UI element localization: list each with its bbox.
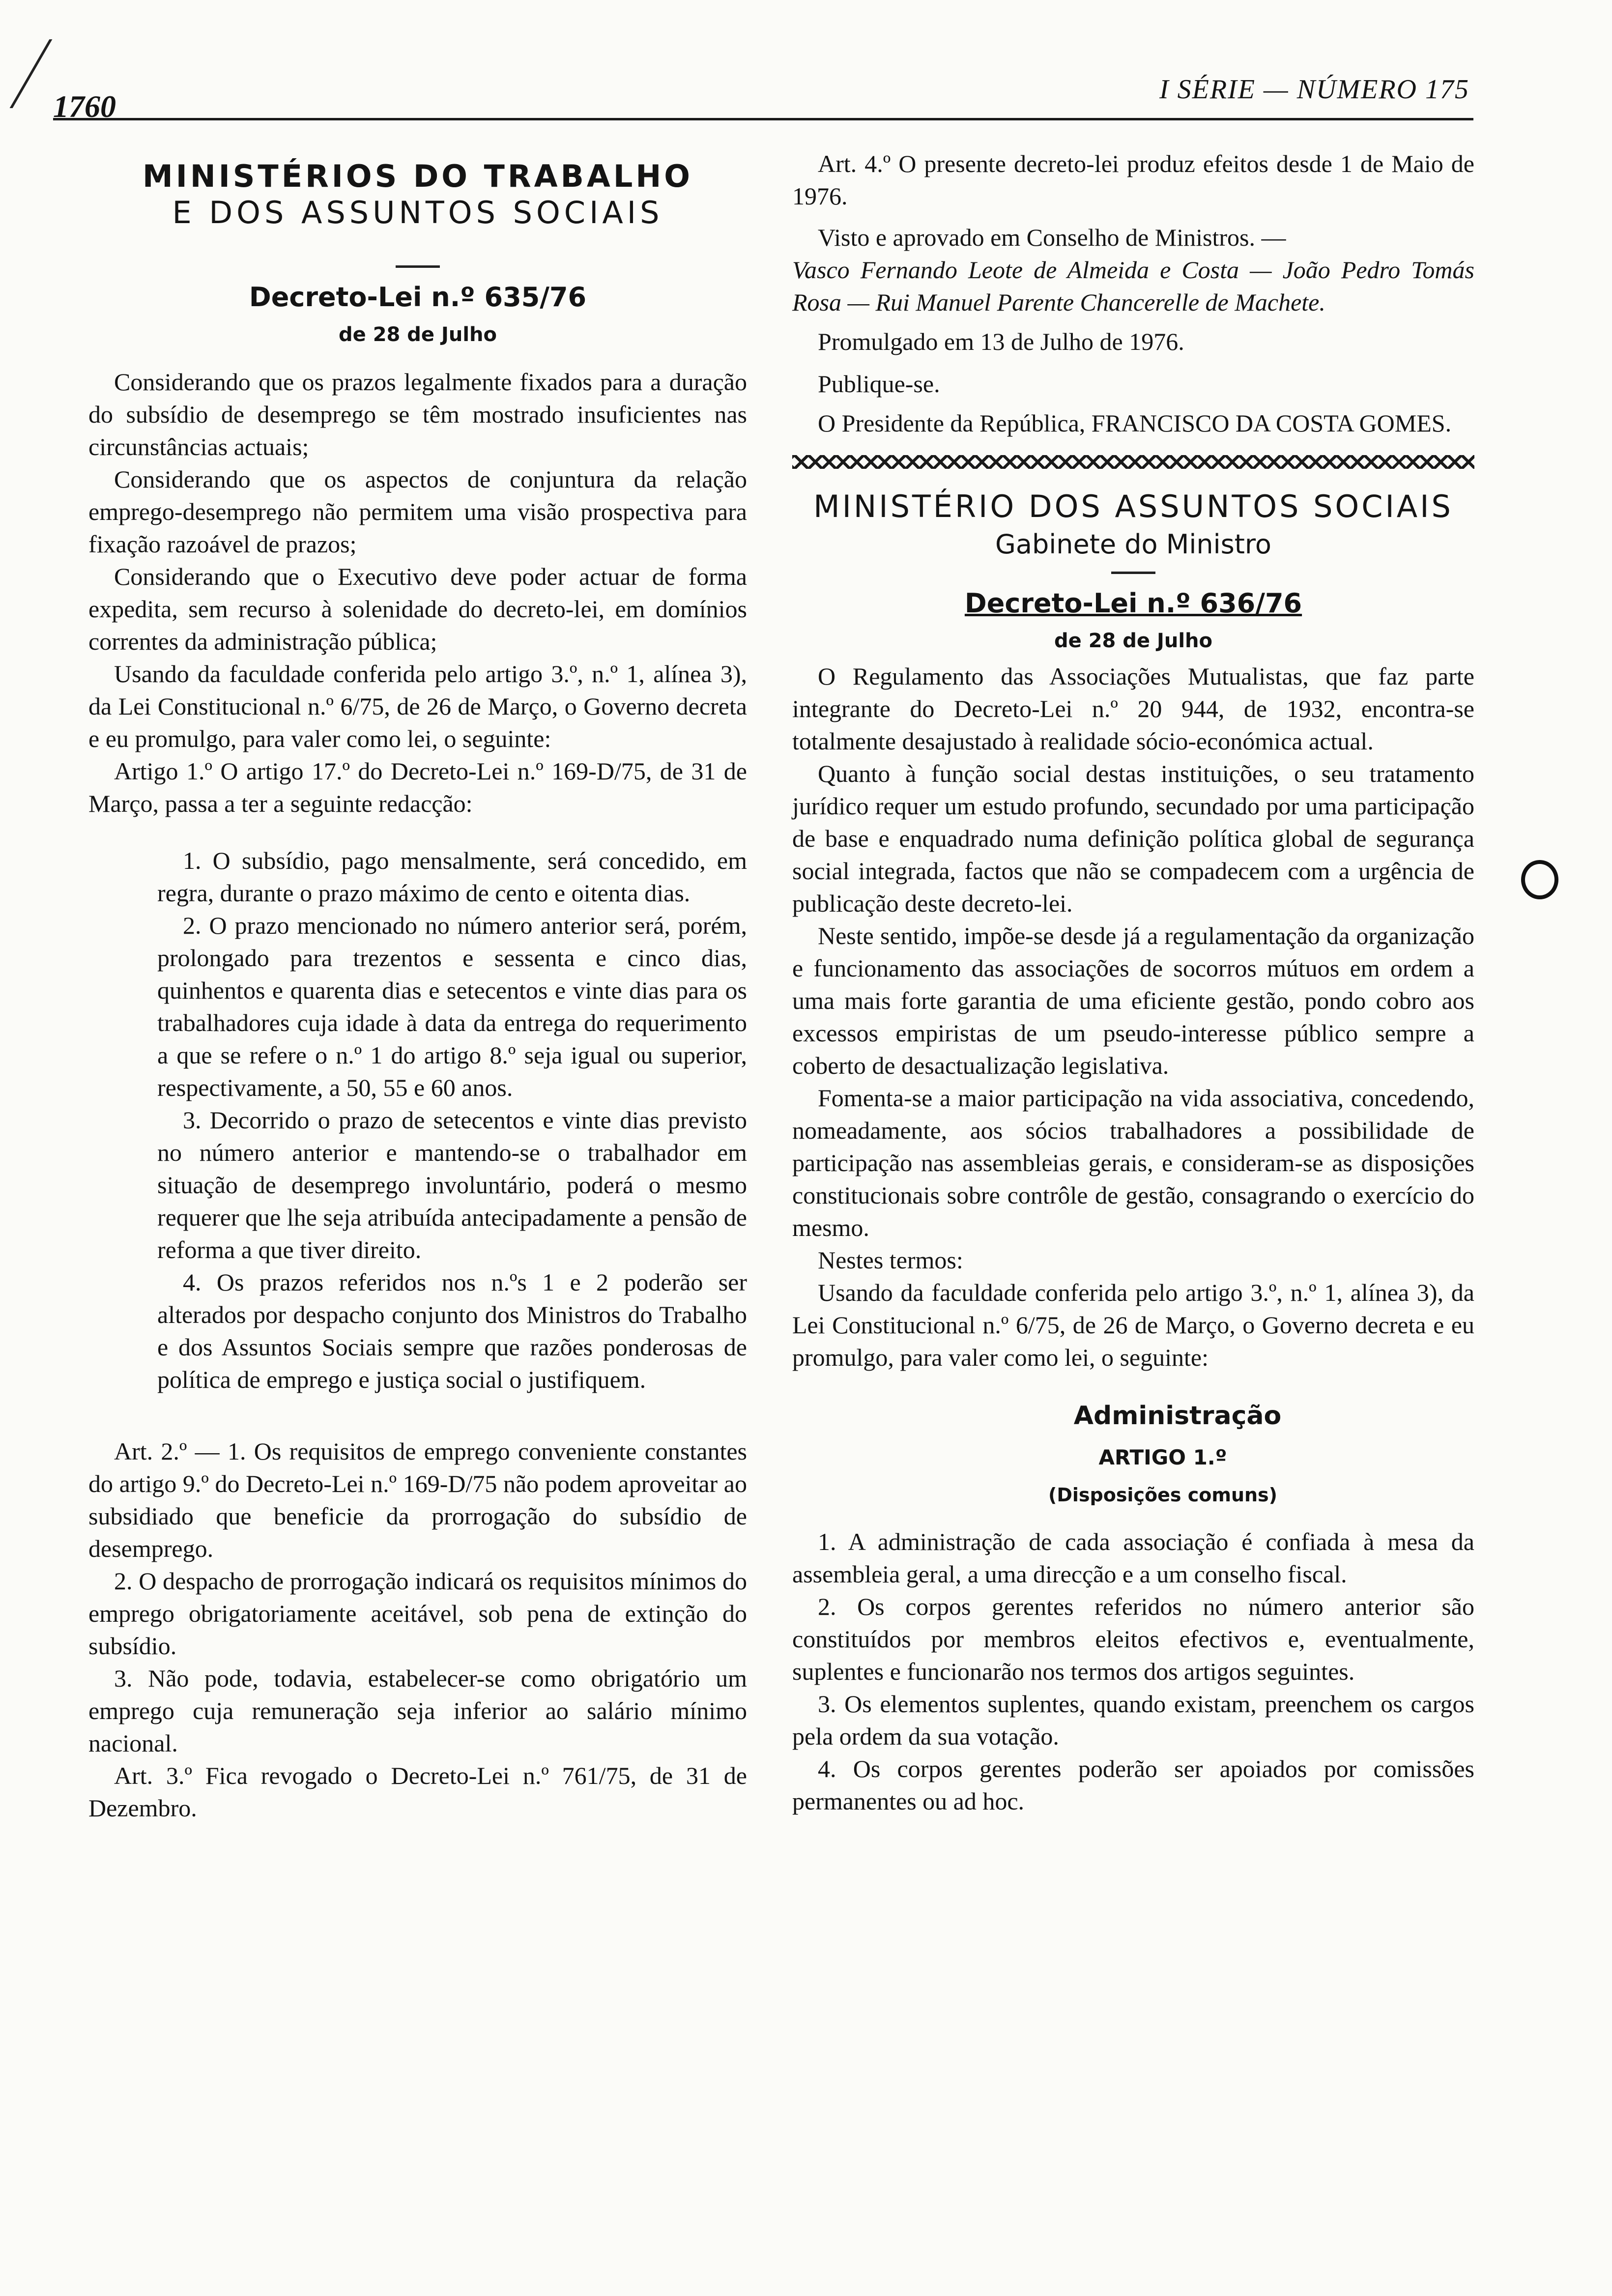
separator-dash: [396, 265, 440, 268]
decree-date: de 28 de Julho: [339, 323, 497, 346]
left-column: [88, 147, 747, 1824]
quoted-item: 4. Os prazos referidos nos n.ºs 1 e 2 poderão ser alterados por despacho conjunto dos Ministros do Trabalho e dos Assuntos Sociais sempre que razões ponderosas de política de emprego e justiça social o justifiquem.: [157, 1268, 747, 1393]
quoted-article: [88, 844, 747, 1396]
margin-circle-mark: [1521, 860, 1558, 899]
article-subtitle: (Disposições comuns): [1048, 1484, 1278, 1506]
right-column: [792, 147, 1474, 1817]
signatories-names: Vasco Fernando Leote de Almeida e Costa — João Pedro Tomás Rosa — Rui Manuel Parente Chancerelle de Machete.: [792, 256, 1474, 316]
approval-line: Visto e aprovado em Conselho de Ministros. —: [818, 224, 1286, 251]
paragraph: Art. 2.º — 1. Os requisitos de emprego conveniente constantes do artigo 9.º do Decreto-Lei n.º 169-D/75 não podem aproveitar ao subsidiado que beneficie da prorrogação do subsídio de desemprego.: [88, 1437, 747, 1562]
ministry-heading-2: E DOS ASSUNTOS SOCIAIS: [172, 195, 663, 230]
paragraph: Considerando que o Executivo deve poder actuar de forma expedita, sem recurso à solenidade do decreto-lei, em domínios correntes da administração pública;: [88, 563, 747, 655]
paragraph: Neste sentido, impõe-se desde já a regulamentação da organização e funcionamento das associações de socorros mútuos em ordem a uma mais forte garantia de uma eficiente gestão, pondo cobro aos excessos empiristas de um pseudo-interesse público sempre a coberto de desactualização legislativa.: [792, 922, 1474, 1079]
paragraph: 2. O despacho de prorrogação indicará os requisitos mínimos do emprego obrigatoriamente aceitável, sob pena de extinção do subsídio.: [88, 1567, 747, 1660]
president-line: O Presidente da República, FRANCISCO DA COSTA GOMES.: [818, 409, 1452, 437]
promulgation: Promulgado em 13 de Julho de 1976.: [818, 328, 1184, 355]
paragraph: Artigo 1.º O artigo 17.º do Decreto-Lei n.º 169-D/75, de 31 de Março, passa a ter a seguinte redacção:: [88, 757, 747, 817]
quoted-item: 2. O prazo mencionado no número anterior será, porém, prolongado para trezentos e sessenta e cinco dias, quinhentos e quarenta dias e setecentos e vinte dias para os trabalhadores cuja idade à data da entrega do requerimento a que se refere o n.º 1 do artigo 8.º seja igual ou superior, respectivamente, a 50, 55 e 60 anos.: [157, 912, 747, 1101]
page-number: 1760: [53, 89, 116, 124]
ministry-heading-1: MINISTÉRIOS DO TRABALHO: [143, 158, 693, 194]
article-item: 4. Os corpos gerentes poderão ser apoiados por comissões permanentes ou ad hoc.: [792, 1755, 1474, 1815]
quoted-item: 1. O subsídio, pago mensalmente, será concedido, em regra, durante o prazo máximo de cento e oitenta dias.: [157, 847, 747, 907]
publication-order: Publique-se.: [818, 370, 940, 398]
paragraph: Quanto à função social destas instituições, o seu tratamento jurídico requer um estudo profundo, secundado por uma participação de base e enquadrado numa definição política global de segurança social integrada, factos que não se compadecem com a urgência de publicação deste decreto-lei.: [792, 760, 1474, 917]
office-heading: Gabinete do Ministro: [995, 529, 1271, 560]
paragraph: Usando da faculdade conferida pelo artigo 3.º, n.º 1, alínea 3), da Lei Constitucional n.º 6/75, de 26 de Março, o Governo decreta e eu promulgo, para valer como lei, o seguinte:: [792, 1279, 1474, 1371]
article-item: 1. A administração de cada associação é confiada à mesa da assembleia geral, a uma direcção e a um conselho fiscal.: [792, 1528, 1474, 1588]
section-heading: Administração: [1073, 1401, 1282, 1431]
separator-dash: [1111, 572, 1155, 574]
paragraph: Usando da faculdade conferida pelo artigo 3.º, n.º 1, alínea 3), da Lei Constitucional n.º 6/75, de 26 de Março, o Governo decreta e eu promulgo, para valer como lei, o seguinte:: [88, 660, 747, 752]
paragraph: O Regulamento das Associações Mutualistas, que faz parte integrante do Decreto-Lei n.º 20 944, de 1932, encontra-se totalmente desajustado à realidade sócio-económica actual.: [792, 662, 1474, 755]
paragraph: Nestes termos:: [818, 1246, 963, 1274]
article-heading: ARTIGO 1.º: [1098, 1445, 1227, 1469]
paragraph: Considerando que os aspectos de conjuntura da relação emprego-desemprego não permitem uma visão prospectiva para fixação razoável de prazos;: [88, 465, 747, 558]
ministry-heading: MINISTÉRIO DOS ASSUNTOS SOCIAIS: [813, 488, 1453, 524]
decree-title: Decreto-Lei n.º 635/76: [249, 282, 587, 313]
decorative-divider: [792, 455, 1474, 469]
article-item: 3. Os elementos suplentes, quando existam, preenchem os cargos pela ordem da sua votação.: [792, 1690, 1474, 1750]
decree-date: de 28 de Julho: [1054, 630, 1212, 652]
header-rule: [53, 118, 1473, 120]
signatories: [792, 254, 1474, 318]
series-number: I SÉRIE — NÚMERO 175: [1159, 74, 1469, 105]
article-item: 2. Os corpos gerentes referidos no número anterior são constituídos por membros eleitos efectivos e, eventualmente, suplentes e funcionarão nos termos dos artigos seguintes.: [792, 1593, 1474, 1685]
paragraph: 3. Não pode, todavia, estabelecer-se como obrigatório um emprego cuja remuneração seja inferior ao salário mínimo nacional.: [88, 1665, 747, 1757]
paragraph: Considerando que os prazos legalmente fixados para a duração do subsídio de desemprego se têm mostrado insuficientes nas circunstâncias actuais;: [88, 368, 747, 460]
quoted-item: 3. Decorrido o prazo de setecentos e vinte dias previsto no número anterior e mantendo-se o trabalhador em situação de desemprego involuntário, poderá o mesmo requerer que lhe seja atribuída antecipadamente a pensão de reforma a que tiver direito.: [157, 1106, 747, 1263]
paragraph: Art. 3.º Fica revogado o Decreto-Lei n.º 761/75, de 31 de Dezembro.: [88, 1762, 747, 1822]
paragraph: Art. 4.º O presente decreto-lei produz efeitos desde 1 de Maio de 1976.: [792, 150, 1474, 210]
decree-title: Decreto-Lei n.º 636/76: [964, 588, 1302, 619]
paragraph: Fomenta-se a maior participação na vida associativa, concedendo, nomeadamente, aos sócios trabalhadores a possibilidade de participação nas assembleias gerais, e consideram-se as disposições constitucionais sobre contrôle de gestão, consagrando o exercício do mesmo.: [792, 1084, 1474, 1241]
